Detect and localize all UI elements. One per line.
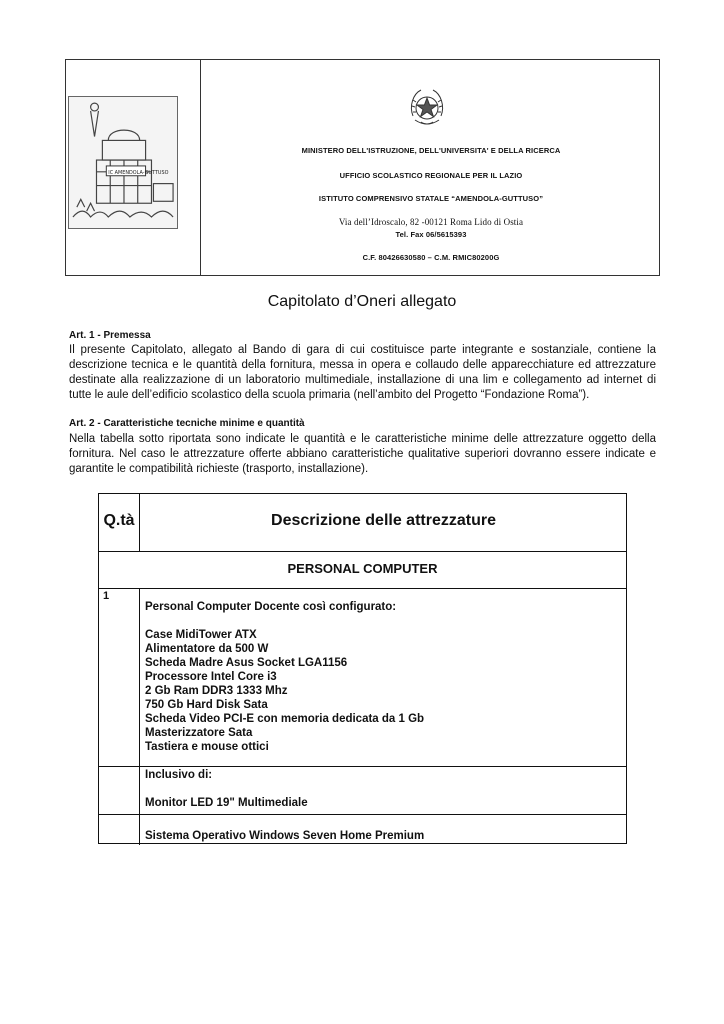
list-item: 750 Gb Hard Disk Sata: [145, 699, 268, 711]
fiscal-codes: C.F. 80426630580 – C.M. RMIC80200G: [362, 253, 500, 262]
pc-spec-list: [145, 628, 424, 754]
row-divider: [99, 551, 626, 552]
included-label: Inclusivo di:: [145, 769, 213, 781]
list-item: Case MidiTower ATX: [145, 629, 257, 641]
paragraph-line: tutte le aule dell’edificio scolastico della scuola primaria (nell’ambito del Progetto “Fondazione Roma”).: [69, 389, 590, 401]
list-item: Scheda Video PCI-E con memoria dedicata da 1 Gb: [145, 713, 425, 725]
column-header-quantity: Q.tà: [103, 512, 135, 529]
document-title: Capitolato d’Oneri allegato: [267, 293, 457, 310]
school-drawing-logo: [68, 96, 178, 229]
list-item: Scheda Madre Asus Socket LGA1156: [145, 657, 348, 669]
letterhead-logo-cell: [66, 60, 201, 275]
paragraph-line: destinate alla realizzazione di un laboratorio multimediale, installazione di una lim e collegamento ad internet di: [69, 374, 656, 386]
quantity-cell: 1: [103, 590, 110, 602]
article-2-paragraph: [69, 432, 656, 477]
list-item: Alimentatore da 500 W: [145, 643, 269, 655]
letterhead-text-cell: [202, 60, 660, 275]
paragraph-line: descrizione tecnica e le quantità della fornitura, messa in opera e collaudo delle apparecchiature ed attrezzature: [69, 359, 656, 371]
list-item: Tastiera e mouse ottici: [145, 741, 269, 753]
article-1-paragraph: [69, 343, 656, 403]
list-item: Processore Intel Core i3: [145, 671, 277, 683]
regional-office: UFFICIO SCOLASTICO REGIONALE PER IL LAZIO: [339, 171, 523, 180]
list-item: Masterizzatore Sata: [145, 727, 253, 739]
paragraph-line: Nella tabella sotto riportata sono indicate le quantità e le caratteristiche minime delle attrezzature oggetto della: [69, 433, 656, 445]
row-divider: [99, 766, 626, 767]
ministry-name: MINISTERO DELL'ISTRUZIONE, DELL'UNIVERSITA' E DELLA RICERCA: [301, 146, 561, 155]
letterhead: [65, 59, 660, 276]
column-divider: [139, 589, 140, 845]
institute-address: Via dell’Idroscalo, 82 -00121 Roma Lido di Ostia: [338, 217, 524, 227]
article-2-heading: Art. 2 - Caratteristiche tecniche minime e quantità: [69, 418, 305, 429]
italian-republic-emblem-icon: [407, 86, 447, 130]
row-divider: [99, 588, 626, 589]
equipment-table: [98, 493, 627, 844]
logo-lettering: IC AMENDOLA-GUTTUSO: [108, 169, 169, 176]
row-divider: [99, 814, 626, 815]
paragraph-line: garantite le compatibilità richieste (trasporto, installazione).: [69, 463, 369, 475]
operating-system: Sistema Operativo Windows Seven Home Premium: [145, 830, 425, 842]
column-header-description: Descrizione delle attrezzature: [271, 512, 496, 529]
paragraph-line: fornitura. Nel caso le attrezzature offerte abbiano caratteristiche qualitative superiori dovranno essere indicate e: [69, 448, 656, 460]
pc-config-title: Personal Computer Docente così configurato:: [145, 601, 397, 613]
article-1-heading: Art. 1 - Premessa: [69, 330, 151, 341]
included-monitor: Monitor LED 19" Multimediale: [145, 797, 308, 809]
section-heading: PERSONAL COMPUTER: [287, 561, 438, 576]
paragraph-line: Il presente Capitolato, allegato al Bando di gara di cui costituisce parte integrante e sostanziale, contiene la: [69, 344, 656, 356]
institute-name: ISTITUTO COMPRENSIVO STATALE “AMENDOLA-GUTTUSO”: [318, 194, 544, 203]
list-item: 2 Gb Ram DDR3 1333 Mhz: [145, 685, 288, 697]
institute-phone: Tel. Fax 06/5615393: [395, 230, 467, 239]
